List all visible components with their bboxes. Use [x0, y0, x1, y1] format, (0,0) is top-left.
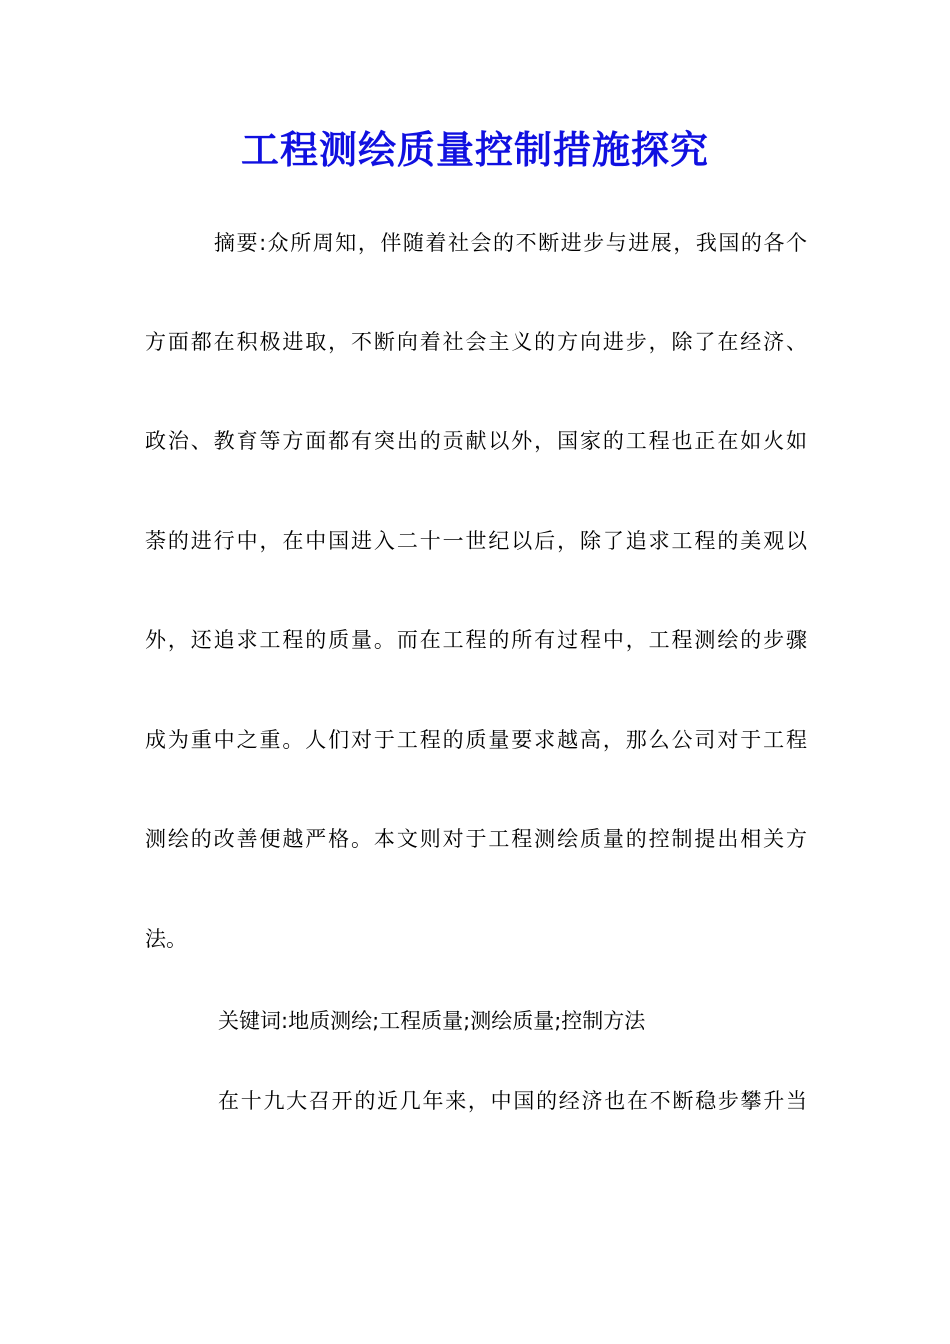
- document-title: 工程测绘质量控制措施探究: [240, 127, 709, 172]
- abstract-line-2: 方面都在积极进取，不断向着社会主义的方向进步，除了在经济、: [145, 330, 807, 354]
- abstract-line-1: 摘要:众所周知，伴随着社会的不断进步与进展，我国的各个: [214, 231, 807, 255]
- abstract-line-7: 测绘的改善便越严格。本文则对于工程测绘质量的控制提出相关方: [145, 827, 807, 851]
- body-paragraph-line-1: 在十九大召开的近几年来，中国的经济也在不断稳步攀升当: [218, 1089, 807, 1113]
- abstract-line-6: 成为重中之重。人们对于工程的质量要求越高，那么公司对于工程: [145, 728, 807, 752]
- abstract-line-4: 荼的进行中，在中国进入二十一世纪以后，除了追求工程的美观以: [145, 529, 807, 553]
- keywords-line: 关键词:地质测绘;工程质量;测绘质量;控制方法: [218, 1009, 646, 1033]
- abstract-line-8: 法。: [145, 927, 187, 951]
- abstract-line-5: 外，还追求工程的质量。而在工程的所有过程中，工程测绘的步骤: [145, 628, 807, 652]
- abstract-line-3: 政治、教育等方面都有突出的贡献以外，国家的工程也正在如火如: [145, 429, 807, 453]
